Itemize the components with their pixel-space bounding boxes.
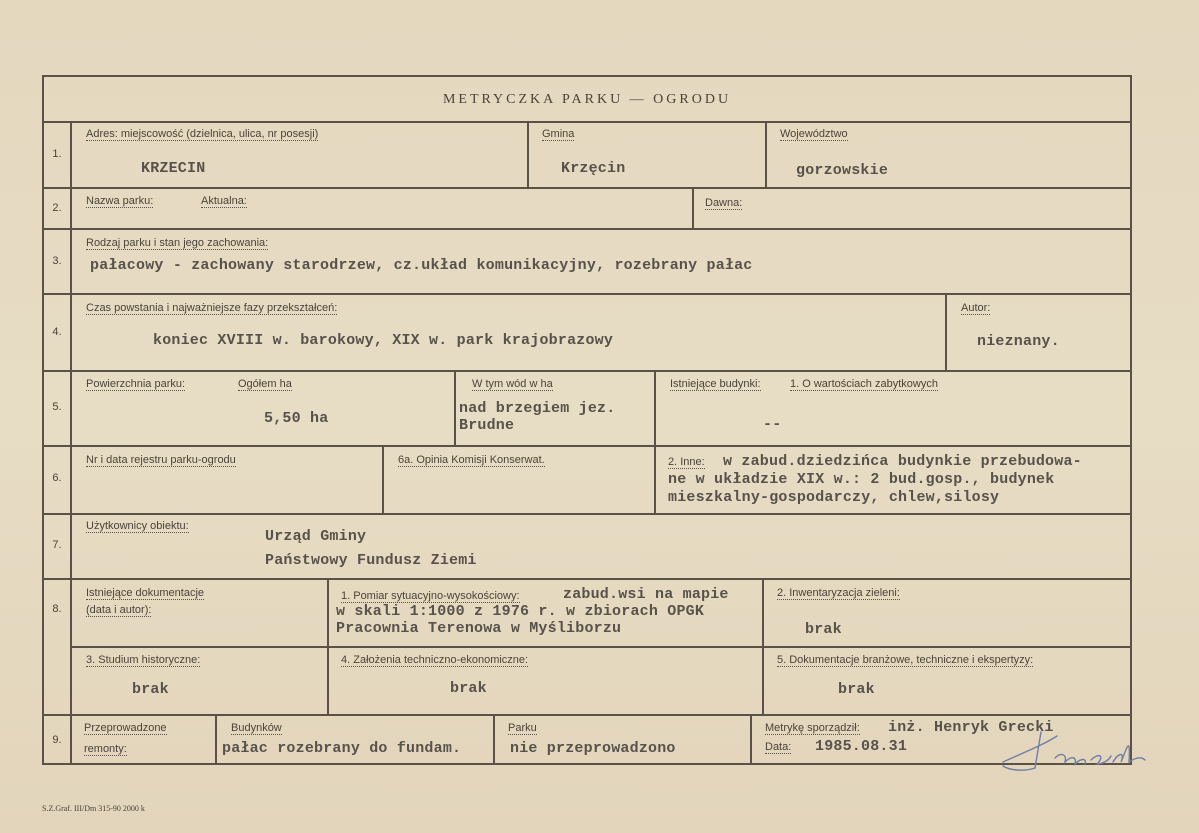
cell-divider [215,714,217,765]
technical-assumptions-label: 4. Założenia techniczno-ekonomiczne: [341,654,529,666]
cell-divider [327,578,329,714]
cell-divider [762,578,764,714]
signature-icon [995,722,1165,782]
cell-divider [654,370,656,513]
technical-assumptions-value: brak [450,680,487,697]
total-area-value: 5,50 ha [264,410,329,427]
row-divider [42,513,1132,515]
cell-divider [382,445,384,513]
author-value: nieznany. [977,333,1060,350]
survey-value-3: Pracownia Terenowa w Myśliborzu [336,620,622,637]
buildings-label: Istniejące budynki: [670,378,761,390]
row-divider [42,445,1132,447]
cell-divider [750,714,752,765]
row-divider [42,370,1132,372]
row-number: 8. [52,603,62,615]
park-type-value: pałacowy - zachowany starodrzew, cz.układ komunikacyjny, rozebrany pałac [90,257,753,274]
row-divider [42,228,1132,230]
row-divider [42,714,1132,716]
address-label: Adres: miejscowość (dzielnica, ulica, nr posesji) [86,128,319,140]
renovations-label: Przeprowadzone [84,722,167,734]
prepared-by-label: Metrykę sporządził: [765,722,860,734]
address-value: KRZECIN [141,160,206,177]
historic-buildings-label: 1. O wartościach zabytkowych [790,378,938,390]
survey-label: 1. Pomiar sytuacyjno-wysokościowy: [341,590,520,602]
row-number: 1. [52,148,62,160]
gmina-value: Krzęcin [561,160,626,177]
row-divider [72,646,1130,648]
total-area-label: Ogółem ha [238,378,292,390]
expertise-value: brak [838,681,875,698]
row-number: 6. [52,472,62,484]
row-number: 7. [52,539,62,551]
park-name-label: Nazwa parku: [86,195,154,207]
cell-divider [527,121,529,187]
other-buildings-value-3: mieszkalny-gospodarczy, chlew,silosy [668,489,1000,506]
other-buildings-value-2: ne w układzie XIX w.: 2 bud.gosp., budynek [668,471,1055,488]
print-footer: S.Z.Graf. III/Dm 315-90 2000 k [42,804,145,813]
park-renovation-label: Parku [508,722,537,734]
water-area-label: W tym wód w ha [472,378,553,390]
row-number: 9. [52,734,62,746]
cell-divider [454,370,456,445]
users-value-1: Urząd Gminy [265,528,367,545]
historical-study-value: brak [132,681,169,698]
area-label: Powierzchnia parku: [86,378,186,390]
cell-divider [765,121,767,187]
historic-buildings-value: -- [763,416,782,433]
row-divider [42,187,1132,189]
park-renovation-value: nie przeprowadzono [510,740,676,757]
row-number: 5. [52,401,62,413]
history-label: Czas powstania i najważniejsze fazy przekształceń: [86,302,338,314]
buildings-renovation-value: pałac rozebrany do fundam. [222,740,462,757]
cell-divider [945,293,947,370]
users-label: Użytkownicy obiektu: [86,520,189,532]
buildings-renovation-label: Budynków [231,722,282,734]
greenery-inventory-label: 2. Inwentaryzacja zieleni: [777,587,900,599]
history-value: koniec XVIII w. barokowy, XIX w. park krajobrazowy [153,332,614,349]
row-number: 4. [52,326,62,338]
cell-divider [493,714,495,765]
renovations-sublabel: remonty: [84,743,127,755]
cell-divider [692,187,694,228]
date-value: 1985.08.31 [815,738,908,755]
register-label: Nr i data rejestru parku-ogrodu [86,454,236,466]
other-buildings-value-1: w zabud.dziedzińca budynkie przebudowa- [723,453,1082,470]
author-label: Autor: [961,302,991,314]
documentation-label: Istniejące dokumentacje [86,587,205,599]
survey-value-2: w skali 1:1000 z 1976 r. w zbiorach OPGK [336,603,705,620]
row-divider [42,293,1132,295]
opinion-label: 6a. Opinia Komisji Konserwat. [398,454,545,466]
row-divider [42,121,1132,123]
water-area-value-2: Brudne [459,417,515,434]
row-divider [42,578,1132,580]
documentation-sublabel: (data i autor): [86,604,152,616]
former-name-label: Dawna: [705,197,743,209]
users-value-2: Państwowy Fundusz Ziemi [265,552,477,569]
row-number: 3. [52,255,62,267]
park-type-label: Rodzaj parku i stan jego zachowania: [86,237,269,249]
row-number: 2. [52,202,62,214]
current-name-label: Aktualna: [201,195,247,207]
expertise-label: 5. Dokumentacje branżowe, techniczne i ekspertyzy: [777,654,1034,666]
wojewodztwo-value: gorzowskie [796,162,889,179]
other-buildings-label: 2. Inne: [668,456,705,468]
wojewodztwo-label: Województwo [780,128,848,140]
number-column-divider [70,121,72,765]
gmina-label: Gmina [542,128,575,140]
survey-value-1: zabud.wsi na mapie [563,586,729,603]
water-area-value-1: nad brzegiem jez. [459,400,616,417]
greenery-inventory-value: brak [805,621,842,638]
document-title: METRYCZKA PARKU — OGRODU [442,92,732,107]
date-label: Data: [765,741,792,753]
prepared-by-value: inż. Henryk Grecki [888,719,1054,736]
historical-study-label: 3. Studium historyczne: [86,654,201,666]
